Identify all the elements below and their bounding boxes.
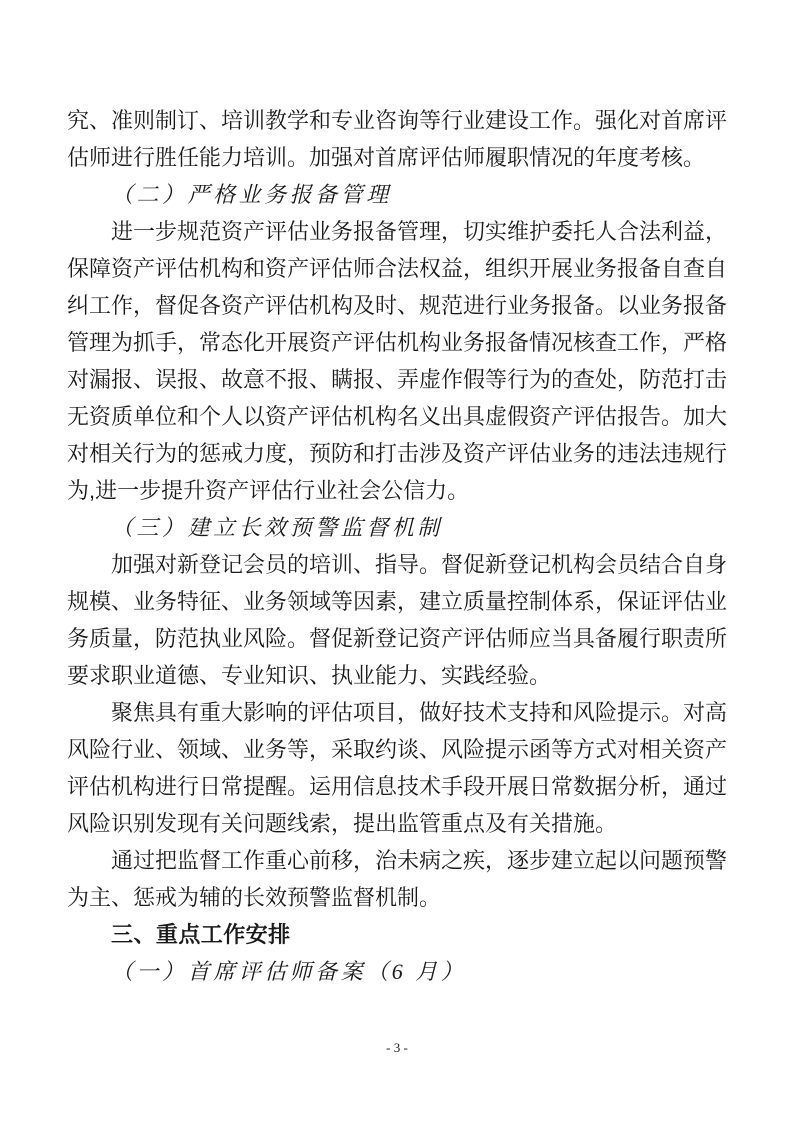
- paragraph-supervision-shift: 通过把监督工作重心前移，治未病之疾，逐步建立起以问题预警为主、惩戒为辅的长效预警监督机制。: [67, 848, 728, 910]
- section-heading-3-early-warning-mechanism: （三）建立长效预警监督机制: [111, 515, 443, 540]
- paragraph-continued-from-previous-page: 究、准则制订、培训教学和专业咨询等行业建设工作。强化对首席评估师进行胜任能力培训。加强对首席评估师履职情况的年度考核。: [67, 108, 728, 170]
- section-heading-2-business-reporting: （二）严格业务报备管理: [111, 182, 392, 207]
- paragraph-business-reporting-management: 进一步规范资产评估业务报备管理，切实维护委托人合法利益，保障资产评估机构和资产评估师合法权益，组织开展业务报备自查自纠工作，督促各资产评估机构及时、规范进行业务报备。以业务报备管理为抓手，常态化开展资产评估机构业务报备情况核查工作，严格对漏报、误报、故意不报、瞒报、弄虚作假等行为的查处，防范打击无资质单位和个人以资产评估机构名义出具虚假资产评估报告。加大对相关行为的惩戒力度，预防和打击涉及资产评估业务的违法违规行为,进一步提升资产评估行业社会公信力。: [67, 219, 728, 503]
- paragraph-new-member-training: 加强对新登记会员的培训、指导。督促新登记机构会员结合自身规模、业务特征、业务领域等因素，建立质量控制体系，保证评估业务质量，防范执业风险。督促新登记资产评估师应当具备履行职责所要求职业道德、专业知识、执业能力、实践经验。: [67, 552, 728, 688]
- chapter-heading-key-work-arrangements: 三、重点工作安排: [111, 922, 291, 947]
- document-body: [67, 102, 727, 990]
- paragraph-risk-monitoring: 聚焦具有重大影响的评估项目，做好技术支持和风险提示。对高风险行业、领域、业务等，采取约谈、风险提示函等方式对相关资产评估机构进行日常提醒。运用信息技术手段开展日常数据分析，通过风险识别发现有关问题线索，提出监管重点及有关措施。: [67, 700, 728, 836]
- section-heading-1-chief-appraiser-filing: （一）首席评估师备案（6 月）: [111, 959, 467, 984]
- page-number: - 3 -: [386, 1040, 408, 1055]
